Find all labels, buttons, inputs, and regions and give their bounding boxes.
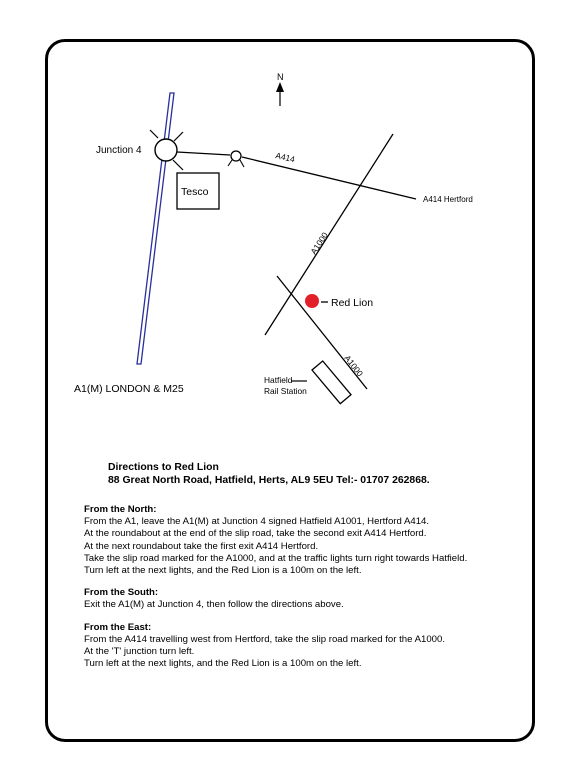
section-from-south	[84, 587, 524, 611]
junction-slip-road	[173, 160, 183, 170]
direction-line: At the 'T' junction turn left.	[84, 646, 195, 658]
directions-text	[84, 462, 524, 680]
motorway-label: A1(M) LONDON & M25	[74, 383, 184, 395]
junction-slip-road	[174, 132, 183, 141]
a1m-motorway	[137, 93, 174, 364]
direction-line: Turn left at the next lights, and the Red Lion is a 100m on the left.	[84, 658, 362, 670]
direction-line: At the roundabout at the end of the slip road, take the second exit A414 Hertford.	[84, 528, 427, 540]
north-arrow-icon	[276, 82, 284, 106]
direction-line: Turn left at the next lights, and the Red Lion is a 100m on the left.	[84, 565, 362, 577]
section-title: From the North:	[84, 504, 157, 515]
directions-title: Directions to Red Lion	[108, 462, 219, 473]
direction-line: Exit the A1(M) at Junction 4, then follow the directions above.	[84, 599, 344, 611]
rail-station	[312, 361, 351, 404]
section-title: From the East:	[84, 621, 152, 633]
junction-label: Junction 4	[96, 145, 142, 156]
directions-heading	[108, 462, 524, 487]
junction-slip-road	[150, 130, 158, 138]
junction-4-roundabout	[155, 139, 177, 161]
direction-line: At the next roundabout take the first exit A414 Hertford.	[84, 540, 319, 552]
red-lion-marker-icon	[305, 294, 319, 308]
north-label: N	[277, 72, 284, 82]
a1000-label-lower: A1000	[342, 353, 366, 379]
direction-line: From the A1, leave the A1(M) at Junction 4 signed Hatfield A1001, Hertford A414.	[84, 516, 430, 528]
a414-road-east	[242, 157, 416, 199]
a1000-road	[265, 134, 393, 335]
red-lion-label: Red Lion	[331, 297, 374, 309]
station-label-line2: Rail Station	[264, 386, 307, 396]
a1000-label-upper: A1000	[308, 230, 330, 257]
a414-label: A414	[274, 150, 296, 165]
direction-line: From the A414 travelling west from Hertford, take the slip road marked for the A1000.	[84, 633, 446, 645]
section-title: From the South:	[84, 587, 159, 599]
a414-hertford-label: A414 Hertford	[423, 195, 473, 204]
section-from-north	[84, 504, 524, 577]
tesco-label: Tesco	[181, 186, 209, 198]
station-label-line1: Hatfield	[264, 375, 293, 385]
section-from-east	[84, 622, 524, 671]
directions-address: 88 Great North Road, Hatfield, Herts, AL9 5EU Tel:- 01707 262868.	[108, 474, 430, 486]
direction-line: Take the slip road marked for the A1000, and at the traffic lights turn right towards Hatfield.	[84, 552, 468, 564]
a414-roundabout	[231, 151, 241, 161]
a414-road-west	[177, 152, 230, 155]
